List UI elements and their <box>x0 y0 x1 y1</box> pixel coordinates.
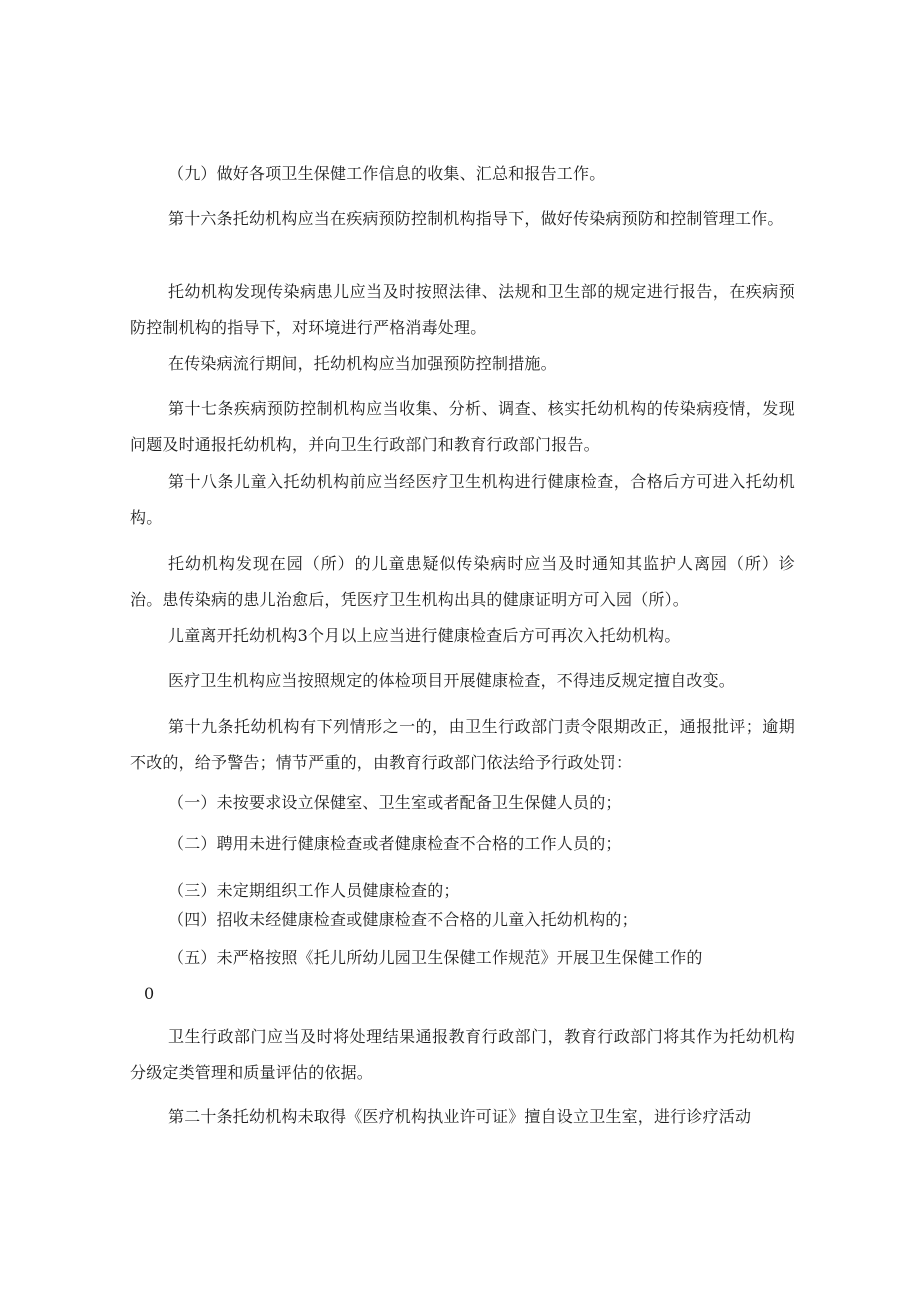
paragraph-result-notification: 卫生行政部门应当及时将处理结果通报教育行政部门，教育行政部门将其作为托幼机构分级定类管理和质量评估的依据。 <box>130 1027 795 1082</box>
paragraph-article-17: 第十七条疾病预防控制机构应当收集、分析、调查、核实托幼机构的传染病疫情，发现问题及时通报托幼机构，并向卫生行政部门和教育行政部门报告。 <box>130 399 795 454</box>
stray-mark: 0 <box>144 984 155 1003</box>
list-item-3: （三）未定期组织工作人员健康检查的； <box>168 881 460 900</box>
paragraph-epidemic-period: 在传染病流行期间，托幼机构应当加强预防控制措施。 <box>168 354 557 373</box>
paragraph-infection-report: 托幼机构发现传染病患儿应当及时按照法律、法规和卫生部的规定进行报告，在疾病预防控制机构的指导下，对环境进行严格消毒处理。 <box>130 282 795 337</box>
paragraph-three-months: 儿童离开托幼机构3个月以上应当进行健康检查后方可再次入托幼机构。 <box>168 626 681 645</box>
list-item-4: （四）招收未经健康检查或健康检查不合格的儿童入托幼机构的； <box>168 910 638 929</box>
paragraph-article-16: 第十六条托幼机构应当在疾病预防控制机构指导下，做好传染病预防和控制管理工作。 <box>168 209 784 228</box>
paragraph-article-20: 第二十条托幼机构未取得《医疗机构执业许可证》擅自设立卫生室，进行诊疗活动 <box>168 1107 752 1126</box>
paragraph-article-19: 第十九条托幼机构有下列情形之一的，由卫生行政部门责令限期改正，通报批评；逾期不改的，给予警告；情节严重的，由教育行政部门依法给予行政处罚： <box>130 717 795 772</box>
paragraph-suspected-infection: 托幼机构发现在园（所）的儿童患疑似传染病时应当及时通知其监护人离园（所）诊治。患传染病的患儿治愈后，凭医疗卫生机构出具的健康证明方可入园（所）。 <box>130 554 795 609</box>
paragraph-health-check-items: 医疗卫生机构应当按照规定的体检项目开展健康检查，不得违反规定擅自改变。 <box>168 671 736 690</box>
paragraph-item-nine: （九）做好各项卫生保健工作信息的收集、汇总和报告工作。 <box>168 164 606 183</box>
list-item-2: （二）聘用未进行健康检查或者健康检查不合格的工作人员的； <box>168 834 622 853</box>
paragraph-article-18: 第十八条儿童入托幼机构前应当经医疗卫生机构进行健康检查，合格后方可进入托幼机构。 <box>130 472 795 527</box>
list-item-5: （五）未严格按照《托儿所幼儿园卫生保健工作规范》开展卫生保健工作的 <box>168 948 703 967</box>
list-item-1: （一）未按要求设立保健室、卫生室或者配备卫生保健人员的； <box>168 793 622 812</box>
